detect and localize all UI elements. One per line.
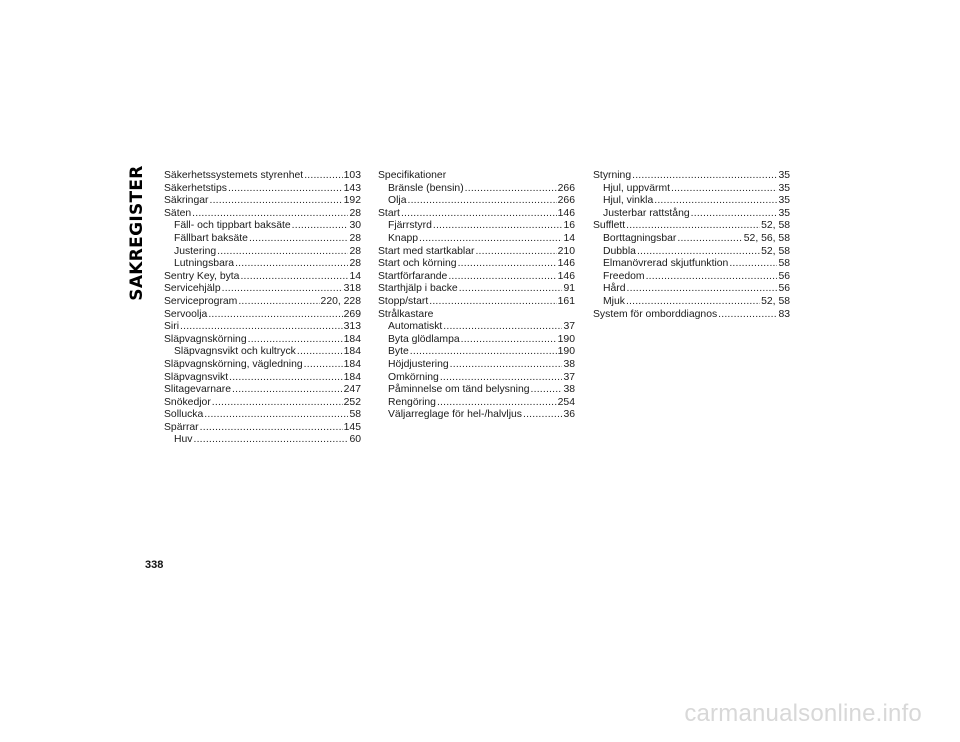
- index-entry-page: 56: [778, 283, 790, 295]
- dot-leader: [419, 233, 562, 246]
- index-entry-text: Släpvagnskörning: [164, 333, 247, 345]
- index-column-3: [593, 170, 790, 321]
- index-entry-page: 28: [349, 245, 361, 257]
- index-entry: [164, 434, 361, 447]
- dot-leader: [209, 195, 342, 208]
- index-entry: [593, 283, 790, 296]
- index-entry-page: 56: [778, 270, 790, 282]
- index-entry-text: Startförfarande: [378, 270, 448, 282]
- index-entry-page: 14: [349, 270, 361, 282]
- index-entry: [378, 384, 575, 397]
- index-entry: [164, 372, 361, 385]
- index-entry-text: Styrning: [593, 170, 632, 181]
- index-entry-page: 252: [343, 396, 361, 408]
- index-entry-page: 16: [563, 220, 575, 232]
- index-entry-page: 52, 58: [761, 295, 790, 307]
- index-entry-text: Start med startkablar: [378, 245, 475, 257]
- dot-leader: [433, 220, 563, 233]
- dot-leader: [461, 334, 557, 347]
- index-entry-page: 146: [557, 258, 575, 270]
- index-entry: [593, 220, 790, 233]
- index-entry: [378, 334, 575, 347]
- dot-leader: [718, 309, 777, 322]
- index-entry-text: Justering: [174, 245, 217, 257]
- dot-leader: [646, 271, 778, 284]
- dot-leader: [200, 422, 343, 435]
- index-entry: [593, 208, 790, 221]
- index-entry-page: 14: [563, 232, 575, 244]
- index-entry-text: Dubbla: [603, 245, 636, 257]
- dot-leader: [637, 246, 760, 259]
- index-entry-page: 35: [778, 182, 790, 194]
- index-entry-text: Väljarreglage för hel-/halvljus: [388, 409, 522, 421]
- index-entry-text: Elmanövrerad skjutfunktion: [603, 258, 729, 270]
- index-entry: [593, 271, 790, 284]
- index-entry: [378, 233, 575, 246]
- dot-leader: [401, 208, 557, 221]
- index-entry-page: 184: [343, 333, 361, 345]
- index-entry-page: 37: [563, 371, 575, 383]
- dot-leader: [248, 334, 343, 347]
- index-entry-page: 30: [349, 220, 361, 232]
- index-entry-page: 313: [343, 321, 361, 333]
- index-entry-text: Strålkastare: [378, 308, 434, 320]
- dot-leader: [217, 246, 348, 259]
- dot-leader: [235, 258, 348, 271]
- index-entry-page: 145: [343, 421, 361, 433]
- index-entry-page: 38: [563, 358, 575, 370]
- index-entry-page: 38: [563, 384, 575, 396]
- index-entry-text: Släpvagnsvikt och kultryck: [174, 346, 296, 358]
- index-entry: [378, 170, 575, 183]
- index-entry-text: Hjul, vinkla: [603, 195, 654, 207]
- index-entry-page: 266: [557, 182, 575, 194]
- dot-leader: [450, 359, 563, 372]
- dot-leader: [626, 220, 760, 233]
- index-entry-page: 210: [557, 245, 575, 257]
- index-entry: [593, 195, 790, 208]
- dot-leader: [407, 195, 556, 208]
- index-entry: [378, 246, 575, 259]
- dot-leader: [410, 346, 557, 359]
- index-entry-page: 37: [563, 321, 575, 333]
- index-entry: [164, 183, 361, 196]
- index-entry-text: Mjuk: [603, 295, 625, 307]
- index-entry: [164, 296, 361, 309]
- section-title-text: SAKREGISTER: [127, 165, 147, 301]
- index-entry-page: 52, 58: [761, 220, 790, 232]
- index-entry: [378, 283, 575, 296]
- index-entry-page: 28: [349, 258, 361, 270]
- dot-leader: [671, 183, 777, 196]
- index-entry-page: 190: [557, 346, 575, 358]
- index-entry-text: Freedom: [603, 270, 645, 282]
- index-entry-text: Fäll- och tippbart baksäte: [174, 220, 291, 232]
- dot-leader: [232, 384, 343, 397]
- index-entry: [593, 233, 790, 246]
- index-entry: [164, 233, 361, 246]
- index-entry-text: Påminnelse om tänd belysning: [388, 384, 530, 396]
- dot-leader: [192, 208, 348, 221]
- dot-leader: [448, 271, 556, 284]
- index-column-2: [378, 170, 575, 422]
- index-entry-text: Hård: [603, 283, 626, 295]
- index-entry-page: 146: [557, 207, 575, 219]
- index-entry: [164, 283, 361, 296]
- index-entry: [593, 246, 790, 259]
- index-entry: [164, 422, 361, 435]
- index-entry-text: Hjul, uppvärmt: [603, 182, 670, 194]
- index-entry: [164, 220, 361, 233]
- index-entry-page: 184: [343, 371, 361, 383]
- dot-leader: [691, 208, 778, 221]
- index-entry: [378, 397, 575, 410]
- dot-leader: [459, 283, 563, 296]
- index-entry-page: 143: [343, 182, 361, 194]
- dot-leader: [677, 233, 742, 246]
- dot-leader: [229, 372, 343, 385]
- index-entry-page: 254: [557, 396, 575, 408]
- dot-leader: [632, 170, 777, 183]
- index-entry-page: 35: [778, 170, 790, 181]
- index-entry-text: Säkerhetssystemets styrenhet: [164, 170, 304, 181]
- index-entry: [378, 258, 575, 271]
- index-entry-text: Bränsle (bensin): [388, 182, 464, 194]
- index-entry: [378, 372, 575, 385]
- page-number: 338: [145, 559, 164, 571]
- index-entry: [378, 271, 575, 284]
- index-entry-text: Byte: [388, 346, 409, 358]
- dot-leader: [193, 434, 348, 447]
- index-entry-text: Rengöring: [388, 396, 436, 408]
- index-entry-text: Start och körning: [378, 258, 457, 270]
- watermark: carmanualsonline.info: [684, 700, 922, 727]
- index-entry-page: 58: [349, 409, 361, 421]
- index-entry: [378, 195, 575, 208]
- dot-leader: [429, 296, 556, 309]
- index-entry: [593, 258, 790, 271]
- index-entry: [164, 271, 361, 284]
- index-entry-text: Olja: [388, 195, 407, 207]
- index-entry-text: Huv: [174, 434, 193, 446]
- index-entry: [164, 346, 361, 359]
- index-entry: [164, 321, 361, 334]
- index-entry-text: Säten: [164, 207, 192, 219]
- index-entry-text: Borttagningsbar: [603, 232, 677, 244]
- index-entry-page: 58: [778, 258, 790, 270]
- index-entry-page: 266: [557, 195, 575, 207]
- index-entry-page: 269: [343, 308, 361, 320]
- dot-leader: [212, 397, 343, 410]
- dot-leader: [204, 409, 348, 422]
- index-entry-page: 36: [563, 409, 575, 421]
- index-entry: [164, 397, 361, 410]
- index-entry-page: 318: [343, 283, 361, 295]
- index-entry: [378, 208, 575, 221]
- index-entry-page: 190: [557, 333, 575, 345]
- index-entry-text: Säkringar: [164, 195, 209, 207]
- dot-leader: [627, 283, 778, 296]
- index-entry-text: Servicehjälp: [164, 283, 221, 295]
- index-entry: [164, 334, 361, 347]
- index-entry-text: Fällbart baksäte: [174, 232, 248, 244]
- index-entry-text: Knapp: [388, 232, 419, 244]
- index-entry: [164, 170, 361, 183]
- index-entry-page: 103: [343, 170, 361, 181]
- index-entry-page: 146: [557, 270, 575, 282]
- index-entry-text: Sollucka: [164, 409, 204, 421]
- index-entry-text: Serviceprogram: [164, 295, 238, 307]
- index-entry: [164, 409, 361, 422]
- dot-leader: [443, 321, 562, 334]
- index-entry-text: Säkerhetstips: [164, 182, 227, 194]
- index-entry: [164, 246, 361, 259]
- index-entry-page: 184: [343, 358, 361, 370]
- dot-leader: [228, 183, 343, 196]
- index-entry-text: Justerbar rattstång: [603, 207, 690, 219]
- index-entry-text: Byta glödlampa: [388, 333, 460, 345]
- index-entry: [164, 384, 361, 397]
- index-entry-page: 83: [778, 308, 790, 320]
- index-entry: [378, 183, 575, 196]
- index-column-1: [164, 170, 361, 447]
- index-entry-text: Snökedjor: [164, 396, 211, 408]
- index-entry: [378, 346, 575, 359]
- index-entry: [378, 296, 575, 309]
- index-entry-text: System för omborddiagnos: [593, 308, 718, 320]
- index-entry: [593, 183, 790, 196]
- index-entry-page: 184: [343, 346, 361, 358]
- dot-leader: [440, 372, 563, 385]
- dot-leader: [292, 220, 349, 233]
- index-entry: [164, 309, 361, 322]
- index-entry-page: 28: [349, 207, 361, 219]
- index-entry: [593, 296, 790, 309]
- index-entry: [378, 409, 575, 422]
- index-entry-page: 220, 228: [320, 295, 361, 307]
- dot-leader: [240, 271, 348, 284]
- index-entry-text: Omkörning: [388, 371, 439, 383]
- index-entry: [378, 359, 575, 372]
- index-entry: [378, 321, 575, 334]
- index-entry-text: Starthjälp i backe: [378, 283, 458, 295]
- dot-leader: [238, 296, 319, 309]
- index-entry-page: 91: [563, 283, 575, 295]
- dot-leader: [465, 183, 557, 196]
- index-entry-page: 28: [349, 232, 361, 244]
- index-entry-text: Sufflett: [593, 220, 626, 232]
- dot-leader: [304, 170, 342, 183]
- index-entry-page: 192: [343, 195, 361, 207]
- index-entry: [593, 309, 790, 322]
- index-entry-text: Start: [378, 207, 400, 219]
- dot-leader: [180, 321, 343, 334]
- index-entry-page: 60: [349, 434, 361, 446]
- index-entry: [164, 258, 361, 271]
- index-entry: [164, 359, 361, 372]
- index-entry-text: Spärrar: [164, 421, 199, 433]
- dot-leader: [729, 258, 777, 271]
- index-entry-page: 35: [778, 195, 790, 207]
- index-entry-text: Fjärrstyrd: [388, 220, 432, 232]
- index-entry: [378, 309, 575, 322]
- dot-leader: [297, 346, 343, 359]
- index-entry-text: Stopp/start: [378, 295, 429, 307]
- index-entry-page: 247: [343, 384, 361, 396]
- index-entry-text: Lutningsbara: [174, 258, 235, 270]
- index-entry: [164, 208, 361, 221]
- dot-leader: [475, 246, 556, 259]
- dot-leader: [222, 283, 343, 296]
- index-entry-text: Servoolja: [164, 308, 208, 320]
- index-entry-text: Specifikationer: [378, 170, 447, 181]
- index-entry-page: 35: [778, 207, 790, 219]
- index-entry-text: Släpvagnsvikt: [164, 371, 229, 383]
- index-entry-text: Sentry Key, byta: [164, 270, 240, 282]
- dot-leader: [531, 384, 563, 397]
- index-entry: [164, 195, 361, 208]
- dot-leader: [458, 258, 557, 271]
- index-entry-page: 161: [557, 295, 575, 307]
- index-entry-text: Siri: [164, 321, 180, 333]
- index-entry: [593, 170, 790, 183]
- dot-leader: [437, 397, 557, 410]
- index-entry: [378, 220, 575, 233]
- dot-leader: [304, 359, 343, 372]
- index-entry-text: Slitagevarnare: [164, 384, 232, 396]
- index-entry-text: Släpvagnskörning, vägledning: [164, 358, 303, 370]
- dot-leader: [654, 195, 777, 208]
- dot-leader: [523, 409, 562, 422]
- dot-leader: [249, 233, 349, 246]
- index-entry-page: 52, 58: [761, 245, 790, 257]
- index-entry-page: 52, 56, 58: [743, 232, 790, 244]
- index-entry-text: Höjdjustering: [388, 358, 449, 370]
- dot-leader: [626, 296, 760, 309]
- dot-leader: [208, 309, 342, 322]
- index-entry-text: Automatiskt: [388, 321, 443, 333]
- section-title: [122, 165, 152, 301]
